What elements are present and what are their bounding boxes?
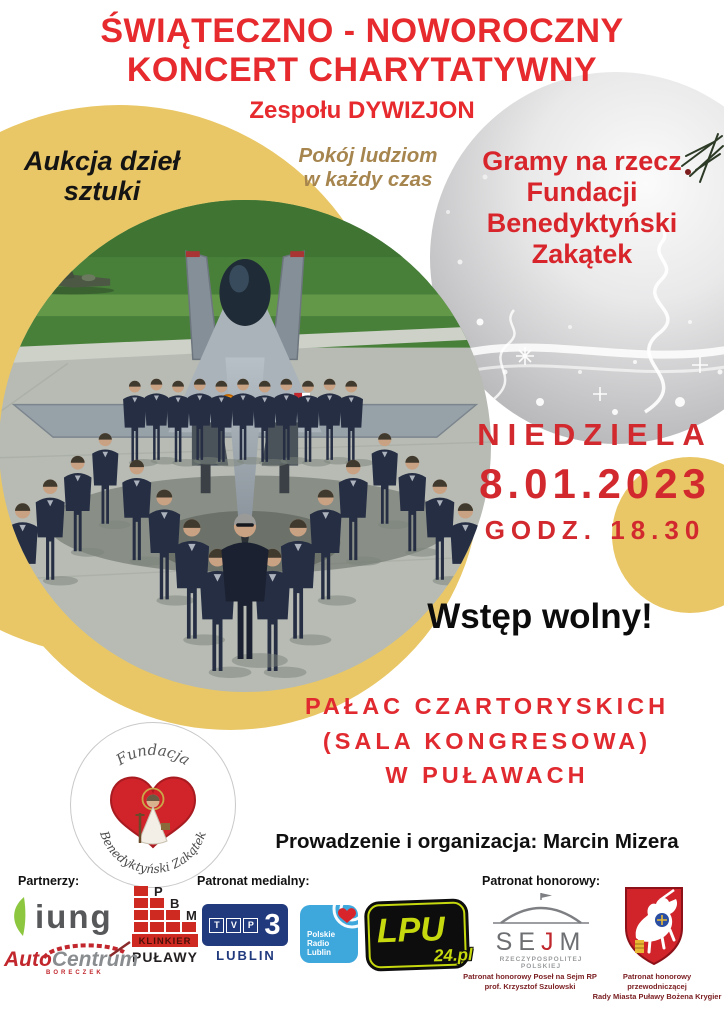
- sejm-subtitle: RZECZYPOSPOLITEJ POLSKIEJ: [499, 956, 583, 970]
- tvp-digit-3: 3: [264, 908, 281, 941]
- honorary-note-right-line1: Patronat honorowy przewodniczącej: [622, 972, 692, 991]
- tvp-letter-v: V: [226, 918, 241, 933]
- sejm-logo: [486, 891, 596, 970]
- autocentrum-word-centrum: Centrum: [51, 948, 139, 971]
- beneficiary-line3: Benedyktyński: [486, 208, 678, 238]
- motto: [282, 144, 454, 192]
- beneficiary-line1: Gramy na rzecz: [482, 146, 682, 176]
- sejm-letter-m: M: [559, 928, 587, 956]
- sejm-letter-j: J: [541, 928, 560, 956]
- leaf-icon: [10, 896, 32, 938]
- pulawy-coat-of-arms: [622, 884, 686, 968]
- radio-line2: Radio: [307, 939, 330, 948]
- sejm-letter-s: S: [495, 928, 519, 956]
- venue-line1: PAŁAC CZARTORYSKICH: [304, 693, 670, 719]
- radio-lublin-logo: [300, 905, 358, 963]
- honorary-note-left-line1: Patronat honorowy Poseł na Sejm RP: [463, 972, 597, 981]
- admission-text: Wstęp wolny!: [427, 597, 653, 636]
- honorary-note-right: [592, 972, 722, 1002]
- pbm-letter-p: P: [154, 886, 163, 899]
- pbm-letter-m: M: [186, 908, 197, 923]
- partners-label: Partnerzy:: [18, 874, 80, 888]
- pbm-band-text: KLINKIER: [138, 936, 192, 947]
- venue-line3: W PUŁAWACH: [385, 762, 589, 788]
- honorary-note-right-line2: Rady Miasta Puławy Bożena Krygier: [592, 992, 722, 1001]
- foundation-arc-top: Fundacja: [112, 740, 194, 769]
- foundation-logo-art: [71, 723, 235, 887]
- beneficiary-line4: Zakątek: [531, 239, 633, 269]
- venue-block: [250, 689, 724, 793]
- iung-wordmark: iung: [35, 898, 113, 935]
- motto-line1: Pokój ludziom: [298, 144, 438, 167]
- poster-title-line2: KONCERT CHARYTATYWNY: [126, 51, 598, 89]
- tvp3-lublin-logo: [202, 904, 290, 963]
- pbm-city: PUŁAWY: [132, 949, 198, 965]
- tvp-city: LUBLIN: [216, 948, 276, 963]
- motto-line2: w każdy czas: [303, 168, 433, 191]
- honorary-note-left: [448, 972, 612, 992]
- honorary-patronage-label: Patronat honorowy:: [482, 874, 601, 888]
- lpu24-logo: [367, 901, 474, 968]
- sejm-letter-e: E: [518, 928, 542, 956]
- lpu-suffix: 24.pl: [433, 945, 474, 966]
- pbm-letter-b: B: [170, 896, 180, 911]
- lpu-wordmark: LPU: [376, 910, 446, 951]
- honorary-note-left-line2: prof. Krzysztof Szulowski: [484, 982, 576, 991]
- event-day: NIEDZIELA: [477, 417, 713, 452]
- beneficiary-text: [440, 146, 724, 270]
- svg-text:Fundacja: [112, 741, 193, 769]
- auction-line2: sztuki: [63, 176, 141, 206]
- media-patronage-label: Patronat medialny:: [197, 874, 310, 888]
- event-date: 8.01.2023: [479, 460, 711, 507]
- sejm-dome-icon: [491, 891, 591, 925]
- auction-note: [6, 146, 198, 206]
- tvp3-box: [202, 904, 288, 946]
- speedometer-arc-icon: [40, 940, 132, 960]
- radio-line3: Lublin: [307, 948, 331, 957]
- organizer-text: Prowadzenie i organizacja: Marcin Mizera: [275, 830, 679, 853]
- poster-title-line1: ŚWIĄTECZNO - NOWOROCZNY: [100, 12, 624, 50]
- foundation-arc-bottom: Benedyktyński Zakątek: [97, 829, 209, 877]
- radio-line1: Polskie: [307, 930, 336, 939]
- beneficiary-line2: Fundacji: [526, 177, 638, 207]
- autocentrum-word-auto: Auto: [4, 948, 52, 971]
- tvp-letter-t: T: [209, 918, 224, 933]
- iung-logo: [10, 894, 126, 940]
- auction-line1: Aukcja dzieł: [23, 146, 181, 176]
- autocentrum-subtext: BORECZEK: [46, 970, 104, 976]
- poster-subtitle: Zespołu DYWIZJON: [249, 97, 475, 124]
- venue-line2: (SALA KONGRESOWA): [322, 727, 652, 754]
- autocentrum-logo: [4, 948, 139, 976]
- tvp-letter-p: P: [243, 918, 258, 933]
- foundation-logo: [70, 722, 236, 888]
- event-time: GODZ. 18.30: [484, 515, 706, 545]
